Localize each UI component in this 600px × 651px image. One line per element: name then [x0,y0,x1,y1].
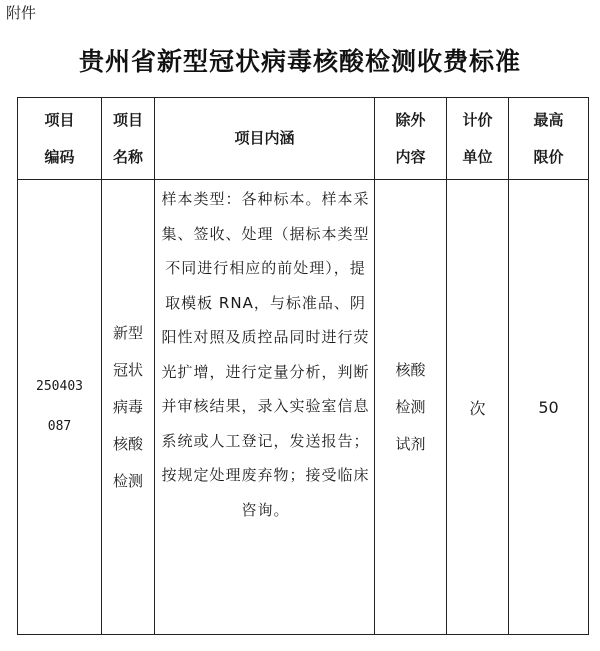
row-unit-cell [447,180,509,635]
header-unit: 计价单位 [462,110,493,166]
row-excluded: 核酸检测试剂 [395,360,426,453]
header-excluded: 除外内容 [395,110,426,166]
fee-standard-table [17,97,589,635]
header-max-price-cell [509,98,589,180]
header-content: 项目内涵 [234,129,295,147]
table-header-row [18,98,589,180]
attachment-label: 附件 [6,4,37,22]
row-name-cell [102,180,155,635]
row-name: 新型冠状病毒核酸检测 [112,323,143,490]
header-excluded-cell [375,98,447,180]
header-max-price: 最高限价 [533,110,564,166]
row-max-price-cell [509,180,589,635]
page-title: 贵州省新型冠状病毒核酸检测收费标准 [78,47,521,76]
header-unit-cell [447,98,509,180]
header-content-cell [155,98,375,180]
row-code-cell [18,180,102,635]
header-name: 项目名称 [112,110,143,166]
row-code: 250403087 [36,379,83,434]
row-unit: 次 [469,398,486,418]
header-name-cell [102,98,155,180]
row-excluded-cell [375,180,447,635]
header-code-cell [18,98,102,180]
row-content: 样本类型：各种标本。样本采集、签收、处理（据标本类型不同进行相应的前处理），提取模板 RNA，与标准品、阴阳性对照及质控品同时进行荧光扩增，进行定量分析，判断并审核结果，录入实验室信息系统或人工登记，发送报告；按规定处理废弃物；接受临床咨询。 [155,180,375,635]
header-code: 项目编码 [44,110,75,166]
row-max-price: 50 [538,397,559,417]
table-row [18,180,589,635]
